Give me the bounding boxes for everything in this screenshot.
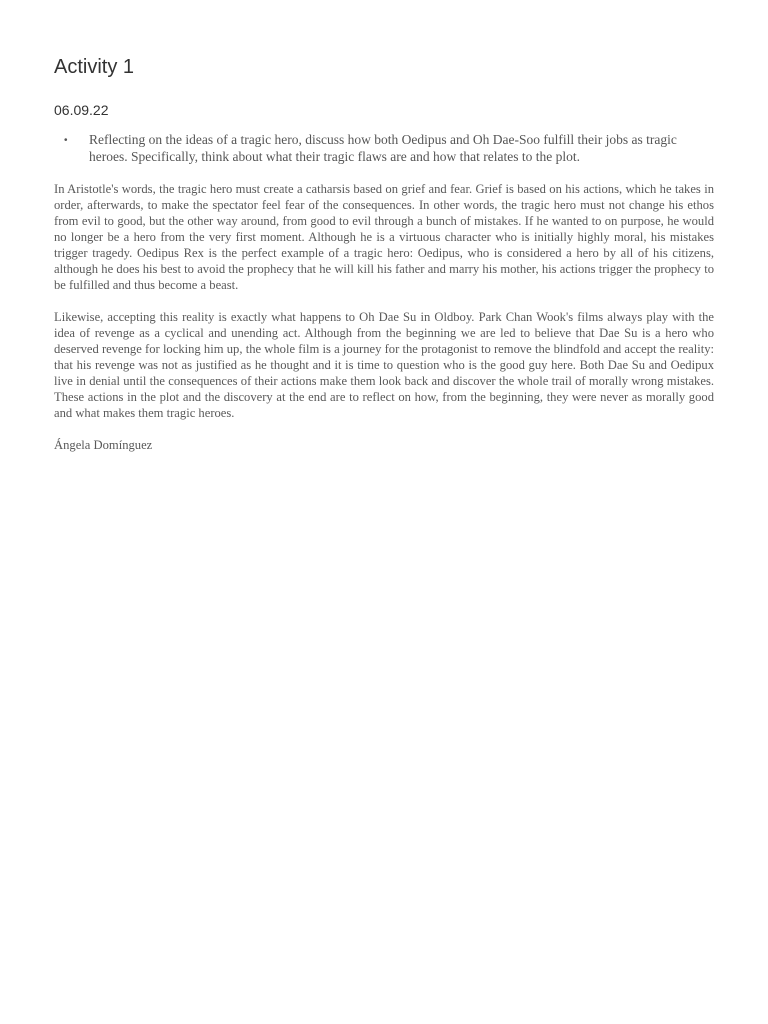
prompt-text: Reflecting on the ideas of a tragic hero, discuss how both Oedipus and Oh Dae-Soo fulfill their jobs as tragic heroes. Specifically, think about what their tragic flaws are and how that relates to the plot. [89,132,677,164]
prompt-item [64,132,704,165]
author-signature: Ángela Domínguez [54,438,153,452]
paragraph-1: In Aristotle's words, the tragic hero must create a catharsis based on grief and fear. Grief is based on his actions, which he takes in order, afterwards, to make the spectator feel fear of the consequences. In other words, the tragic hero must not change his ethos from evil to good, but the other way around, from good to evil through a bunch of mistakes. If he wanted to on purpose, he would no longer be a hero from the very first moment. Although he is a virtuous character who is initially highly moral, his mistakes trigger tragedy. Oedipus Rex is the perfect example of a tragic hero: Oedipus, who is considered a hero by all of his citizens, although he does his best to avoid the prophecy that he will kill his father and marry his mother, his actions trigger the prophecy to be fulfilled and thus become a beast. [54,182,714,292]
page-title: Activity 1 [54,56,135,78]
prompt-list [64,132,704,165]
bullet-icon: • [64,135,68,146]
paragraph-2: Likewise, accepting this reality is exactly what happens to Oh Dae Su in Oldboy. Park Chan Wook's films always play with the idea of revenge as a cyclical and unending act. Although from the beginning we are led to believe that Dae Su is a hero who deserved revenge for locking him up, the whole film is a journey for the protagonist to remove the blindfold and accept the reality: that his revenge was not as justified as he thought and it is time to question who is the good guy here. Both Dae Su and Oedipux live in denial until the consequences of their actions make them look back and discover the whole trail of morally wrong mistakes. These actions in the plot and the discovery at the end are to reflect on how, from the beginning, they were never as morally good and what makes them tragic heroes. [54,310,714,420]
document-date: 06.09.22 [54,102,109,118]
